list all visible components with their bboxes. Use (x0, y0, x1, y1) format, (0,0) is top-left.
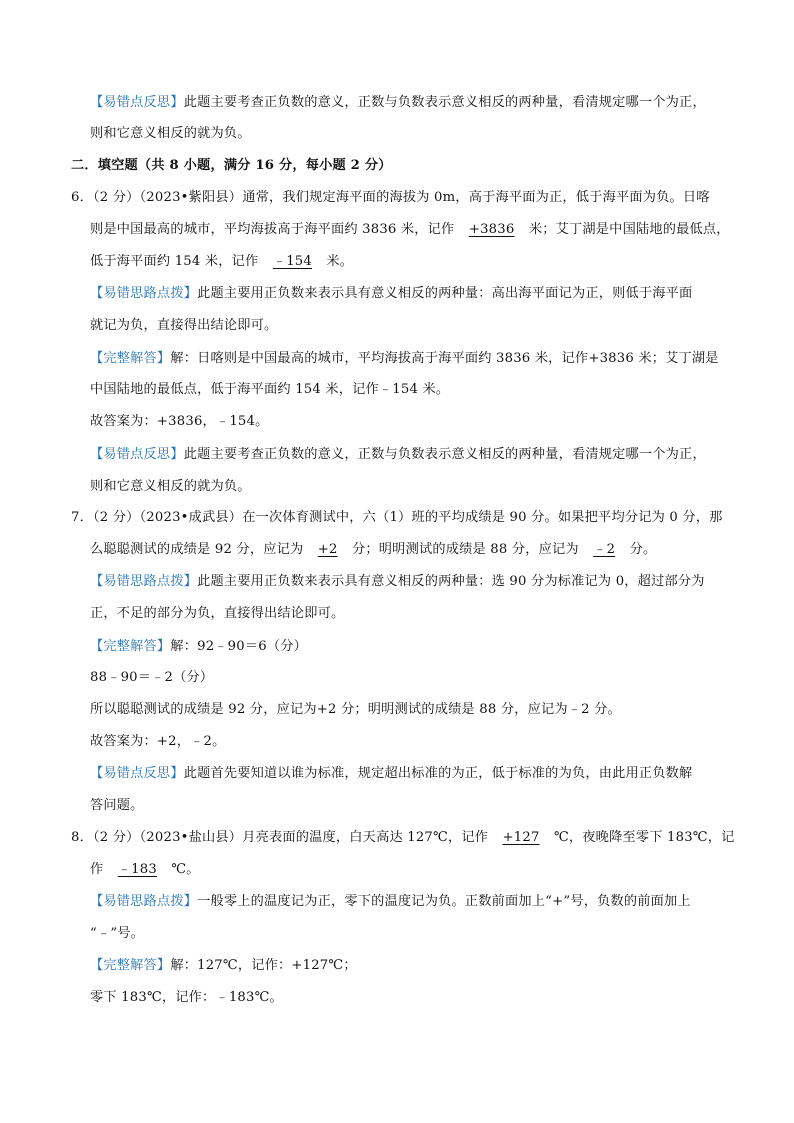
text-line (90, 893, 691, 911)
line-text: 么聪聪测试的成绩是 92 分，应记为 (90, 542, 308, 557)
text-line (90, 413, 268, 431)
text-line (90, 573, 705, 591)
text-line (90, 285, 692, 303)
line-text: 故答案为：+3836，﹣154。 (90, 414, 269, 429)
line-text: 6．（2 分）（2023•紫阳县）通常，我们规定海平面的海拔为 0m，高于海平面为正，低于海平面为负。日喀 (71, 190, 710, 205)
text-line (90, 541, 656, 559)
line-text: 零下 183℃，记作：﹣183℃。 (90, 990, 283, 1005)
line-text: 此题主要用正负数来表示具有意义相反的两种量：高出海平面记为正，则低于海平面 (197, 286, 693, 301)
answer-blank: +3836 (468, 222, 515, 237)
text-line (71, 829, 735, 847)
line-text: 解：日喀则是中国最高的城市，平均海拔高于海平面约 3836 米，记作+3836 米；艾丁湖是 (170, 351, 719, 366)
line-text: 米。 (322, 254, 354, 269)
line-text: 米；艾丁湖是中国陆地的最低点， (524, 222, 730, 237)
section-tag: 【易错点反思】 (90, 95, 184, 110)
line-text: ℃，夜晚降至零下 183℃，记 (549, 830, 735, 845)
text-line (90, 797, 144, 815)
line-text: 低于海平面约 154 米，记作 (90, 254, 263, 269)
line-text: “﹣”号。 (90, 926, 145, 941)
section-tag: 【完整解答】 (90, 639, 171, 654)
line-text: 故答案为：+2，﹣2。 (90, 734, 226, 749)
text-line (90, 669, 213, 687)
line-text: 此题主要用正负数来表示具有意义相反的两种量：选 90 分为标准记为 0，超过部分为 (197, 574, 705, 589)
answer-blank: +127 (502, 830, 540, 845)
section-tag: 【易错思路点拨】 (90, 574, 198, 589)
line-text: 一般零上的温度记为正，零下的温度记为负。正数前面加上“+”号，负数的前面加上 (197, 894, 691, 909)
text-line (71, 509, 723, 527)
line-text: 正，不足的部分为负，直接得出结论即可。 (90, 606, 345, 621)
line-text: 此题首先要知道以谁为标准，规定超出标准的为正，低于标准的为负，由此用正负数解 (183, 766, 693, 781)
section-tag: 【易错思路点拨】 (90, 286, 198, 301)
line-text: 所以聪聪测试的成绩是 92 分，应记为+2 分；明明测试的成绩是 88 分，应记为﹣2 分。 (90, 702, 621, 717)
text-line (90, 989, 283, 1007)
section-tag: 【易错思路点拨】 (90, 894, 198, 909)
line-text: 中国陆地的最低点，低于海平面约 154 米，记作﹣154 米。 (90, 382, 450, 397)
answer-blank: ﹣183 (117, 862, 157, 877)
text-line (90, 221, 730, 239)
text-line (90, 861, 200, 879)
line-text: 则和它意义相反的就为负。 (90, 479, 251, 494)
line-text: 二．填空题（共 8 小题，满分 16 分，每小题 2 分） (71, 158, 392, 173)
line-text: 8．（2 分）（2023•盐山县）月亮表面的温度，白天高达 127℃，记作 (71, 830, 493, 845)
text-line (90, 701, 621, 719)
text-line (90, 765, 692, 783)
section-tag: 【完整解答】 (90, 351, 171, 366)
section-tag: 【完整解答】 (90, 958, 171, 973)
line-text: 则是中国最高的城市，平均海拔高于海平面约 3836 米，记作 (90, 222, 459, 237)
line-text: 分；明明测试的成绩是 88 分，应记为 (347, 542, 584, 557)
text-line (90, 350, 719, 368)
line-text: 解：92﹣90＝6（分） (170, 639, 307, 654)
line-text: 此题主要考查正负数的意义，正数与负数表示意义相反的两种量，看清规定哪一个为正， (183, 95, 706, 110)
line-text: 分。 (625, 542, 657, 557)
text-line (90, 733, 226, 751)
text-line (90, 125, 251, 143)
line-text: 作 (90, 862, 108, 877)
text-line (90, 638, 307, 656)
text-line (90, 94, 706, 112)
answer-blank: ﹣154 (272, 254, 312, 269)
text-line (71, 189, 710, 207)
text-line (90, 957, 357, 975)
line-text: 7．（2 分）（2023•成武县）在一次体育测试中，六（1）班的平均成绩是 90 分。如果把平均分记为 0 分，那 (71, 510, 723, 525)
line-text: ℃。 (166, 862, 200, 877)
section-tag: 【易错点反思】 (90, 447, 184, 462)
text-line (90, 253, 353, 271)
text-line (90, 381, 449, 399)
line-text: 答问题。 (90, 798, 144, 813)
section-tag: 【易错点反思】 (90, 766, 184, 781)
answer-blank: ﹣2 (593, 542, 616, 557)
line-text: 就记为负，直接得出结论即可。 (90, 318, 278, 333)
text-line (90, 446, 706, 464)
line-text: 88﹣90＝﹣2（分） (90, 670, 214, 685)
line-text: 解：127℃，记作：+127℃； (170, 958, 357, 973)
text-line (90, 478, 251, 496)
answer-blank: +2 (317, 542, 338, 557)
text-line (90, 605, 344, 623)
section-title (71, 157, 392, 175)
line-text: 此题主要考查正负数的意义，正数与负数表示意义相反的两种量，看清规定哪一个为正， (183, 447, 706, 462)
line-text: 则和它意义相反的就为负。 (90, 126, 251, 141)
text-line (90, 317, 277, 335)
text-line (90, 925, 144, 943)
